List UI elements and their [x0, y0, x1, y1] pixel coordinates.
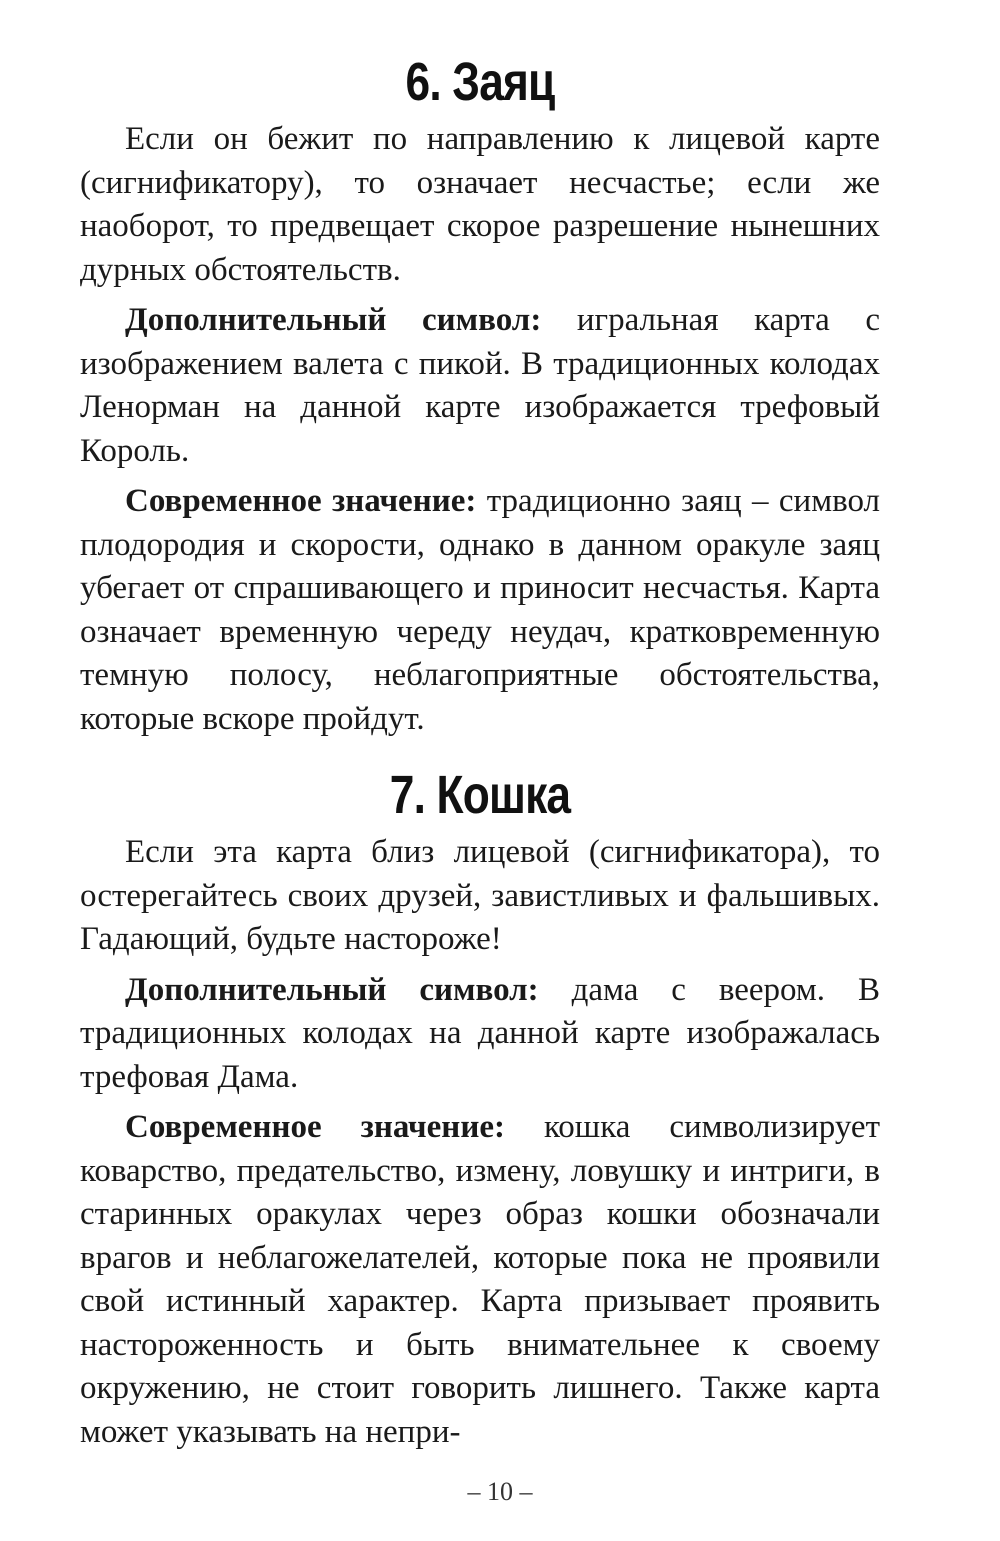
- paragraph-hare-extra-symbol: [80, 299, 880, 473]
- text-modern-meaning: кошка символизирует коварство, предательство, измену, ловушку и интриги, в старинных оракулах через образ кошки обозначали врагов и неблагожелателей, которые пока не проявили свой истинный характер. Карта призывает проявить настороженность и быть внимательнее к своему окружению, не стоит говорить лишнего. Также карта может указывать на непри-: [80, 1109, 880, 1450]
- label-modern-meaning: Современное значение:: [125, 483, 477, 519]
- paragraph-hare-intro: Если он бежит по направлению к лицевой карте (сигнификатору), то означает несчастье; если же наоборот, то предвещает скорое разрешение нынешних дурных обстоятельств.: [80, 121, 880, 288]
- text-modern-meaning: традиционно заяц – символ плодородия и скорости, однако в данном оракуле заяц убегает от спрашивающего и приносит несчастья. Карта означает временную череду неудач, кратковременную темную полосу, неблагоприятные обстоятельства, которые вскоре пройдут.: [80, 483, 880, 737]
- paragraph-cat-intro: Если эта карта близ лицевой (сигнификатора), то остерегайтесь своих друзей, завистливых и фальшивых. Гадающий, будьте настороже!: [80, 834, 880, 957]
- section-title-cat: 7. Кошка: [389, 765, 571, 825]
- text-extra-symbol: игральная карта с изображением валета с пикой. В традиционных колодах Ленорман на данной карте изображается трефовый Король.: [80, 302, 880, 469]
- label-extra-symbol: Дополнительный символ:: [125, 971, 539, 1008]
- text-extra-symbol: дама с веером. В традиционных колодах на данной карте изображалась трефовая Дама.: [80, 971, 880, 1095]
- paragraph-hare-modern-meaning: [80, 480, 880, 741]
- paragraph-cat-modern-meaning: [80, 1106, 880, 1454]
- page-number: – 10 –: [467, 1477, 533, 1506]
- label-modern-meaning: Современное значение:: [125, 1109, 505, 1145]
- paragraph-cat-extra-symbol: [80, 969, 880, 1100]
- section-title-hare: 6. Заяц: [405, 52, 555, 112]
- label-extra-symbol: Дополнительный символ:: [125, 302, 542, 338]
- page-content: [80, 50, 880, 1454]
